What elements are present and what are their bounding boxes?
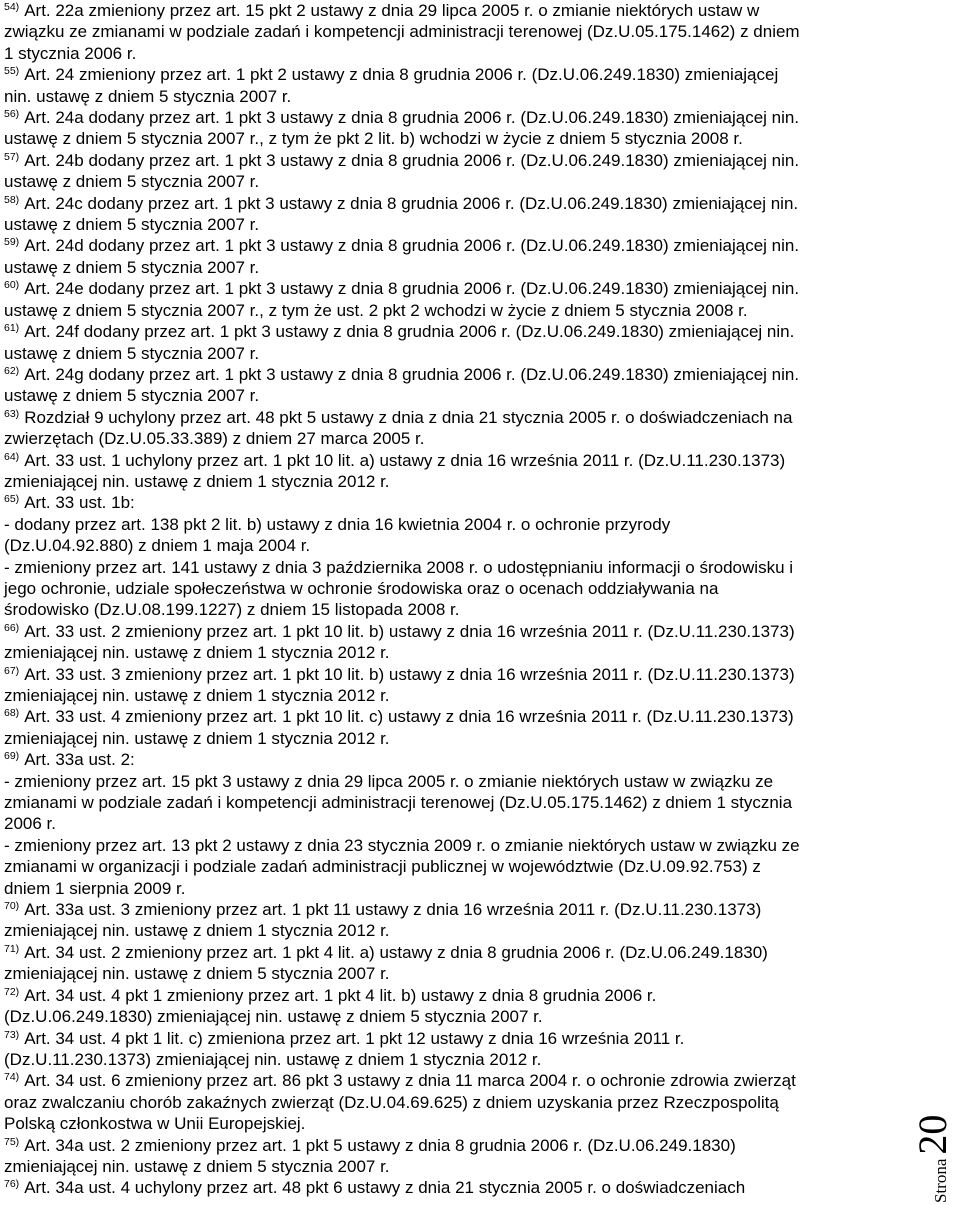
footnote-line bbox=[4, 535, 876, 556]
footnote-line bbox=[4, 128, 876, 149]
footnotes-list bbox=[4, 0, 876, 1199]
footnote-number: 70) bbox=[4, 900, 20, 913]
footnote-text: ustawę z dniem 5 stycznia 2007 r. bbox=[4, 172, 260, 192]
footnote-text: zmieniającej nin. ustawę z dniem 1 stycznia 2012 r. bbox=[4, 471, 390, 491]
footnote-line bbox=[4, 407, 876, 428]
footnote-line bbox=[4, 343, 876, 364]
footnote-line bbox=[4, 642, 876, 663]
footnote-text: Art. 24 zmieniony przez art. 1 pkt 2 ustawy z dnia 8 grudnia 2006 r. (Dz.U.06.249.1830) zmieniającej bbox=[24, 65, 779, 85]
footnote-text: 1 stycznia 2006 r. bbox=[4, 43, 137, 63]
footnote-line bbox=[4, 1113, 876, 1134]
footnote-number: 64) bbox=[4, 450, 20, 463]
footnote-number: 75) bbox=[4, 1135, 20, 1148]
footnote-number: 59) bbox=[4, 236, 20, 249]
footnote-text: dniem 1 sierpnia 2009 r. bbox=[4, 878, 186, 898]
footnote-text: oraz zwalczaniu chorób zakaźnych zwierząt (Dz.U.04.69.625) z dniem uzyskania przez Rzeczpospolitą bbox=[4, 1092, 779, 1112]
footnote-line bbox=[4, 107, 876, 128]
footnote bbox=[4, 664, 876, 707]
footnote-text: Art. 24d dodany przez art. 1 pkt 3 ustawy z dnia 8 grudnia 2006 r. (Dz.U.06.249.1830) zmieniającej nin. bbox=[24, 236, 800, 256]
footnote-text: zmieniającej nin. ustawę z dniem 1 stycznia 2012 r. bbox=[4, 728, 390, 748]
footnote bbox=[4, 235, 876, 278]
footnote bbox=[4, 899, 876, 942]
footnote-line bbox=[4, 64, 876, 85]
footnote-line bbox=[4, 321, 876, 342]
footnote-line bbox=[4, 428, 876, 449]
footnote-line bbox=[4, 214, 876, 235]
footnote-text: Art. 34 ust. 4 pkt 1 lit. c) zmieniona przez art. 1 pkt 12 ustawy z dnia 16 września 2011 r. bbox=[24, 1028, 685, 1048]
footnote bbox=[4, 64, 876, 107]
footnote-text: - zmieniony przez art. 15 pkt 3 ustawy z dnia 29 lipca 2005 r. o zmianie niektórych ustaw w związku ze bbox=[4, 771, 774, 791]
footnote-text: ustawę z dniem 5 stycznia 2007 r. bbox=[4, 215, 260, 235]
footnote-text: ustawę z dniem 5 stycznia 2007 r. bbox=[4, 386, 260, 406]
footnote-text: 2006 r. bbox=[4, 814, 56, 834]
footnote-line bbox=[4, 514, 876, 535]
footnote-line bbox=[4, 1049, 876, 1070]
footnote-line bbox=[4, 1092, 876, 1113]
footnote-line bbox=[4, 150, 876, 171]
footnote-line bbox=[4, 899, 876, 920]
footnote bbox=[4, 1135, 876, 1178]
page-number-marker bbox=[905, 1080, 960, 1205]
footnote-text: Art. 22a zmieniony przez art. 15 pkt 2 ustawy z dnia 29 lipca 2005 r. o zmianie niektórych ustaw w bbox=[24, 1, 760, 20]
footnote bbox=[4, 749, 876, 899]
footnote bbox=[4, 492, 876, 620]
footnote-line bbox=[4, 21, 876, 42]
footnote-text: (Dz.U.04.92.880) z dniem 1 maja 2004 r. bbox=[4, 536, 311, 556]
footnote-number: 61) bbox=[4, 322, 20, 335]
footnote bbox=[4, 450, 876, 493]
footnote-text: zmieniającej nin. ustawę z dniem 5 stycznia 2007 r. bbox=[4, 964, 390, 984]
footnote-text: Art. 33 ust. 4 zmieniony przez art. 1 pkt 10 lit. c) ustawy z dnia 16 września 2011 r. (Dz.U.11.230.1373) bbox=[24, 707, 794, 727]
footnote-text: środowisko (Dz.U.08.199.1227) z dniem 15 listopada 2008 r. bbox=[4, 600, 460, 620]
footnote-line bbox=[4, 963, 876, 984]
footnote bbox=[4, 407, 876, 450]
footnote-text: Art. 24f dodany przez art. 1 pkt 3 ustawy z dnia 8 grudnia 2006 r. (Dz.U.06.249.1830) zmieniającej nin. bbox=[24, 322, 795, 342]
footnote-text: zmieniającej nin. ustawę z dniem 1 stycznia 2012 r. bbox=[4, 921, 390, 941]
footnote-text: Art. 33 ust. 1b: bbox=[24, 493, 135, 513]
footnote-line bbox=[4, 300, 876, 321]
footnote-text: Art. 33a ust. 3 zmieniony przez art. 1 pkt 11 ustawy z dnia 16 września 2011 r. (Dz.U.11.230.1373) bbox=[24, 900, 762, 920]
footnote-text: zmianami w podziale zadań i kompetencji administracji terenowej (Dz.U.05.175.1462) z dniem 1 stycznia bbox=[4, 793, 793, 813]
footnote-text: Art. 24g dodany przez art. 1 pkt 3 ustawy z dnia 8 grudnia 2006 r. (Dz.U.06.249.1830) zmieniającej nin. bbox=[24, 364, 800, 384]
footnote-text: zmianami w organizacji i podziale zadań administracji publicznej w województwie (Dz.U.09.92.753) z bbox=[4, 857, 761, 877]
footnote bbox=[4, 364, 876, 407]
footnote-number: 76) bbox=[4, 1178, 20, 1191]
footnote-text: (Dz.U.11.230.1373) zmieniającej nin. ustawę z dniem 1 stycznia 2012 r. bbox=[4, 1049, 542, 1069]
footnote-line bbox=[4, 235, 876, 256]
footnote-line bbox=[4, 578, 876, 599]
footnote-line bbox=[4, 492, 876, 513]
footnote-number: 55) bbox=[4, 65, 20, 78]
footnote bbox=[4, 150, 876, 193]
footnote-number: 58) bbox=[4, 193, 20, 206]
footnote-line bbox=[4, 43, 876, 64]
footnote bbox=[4, 1070, 876, 1134]
footnote-text: Polską członkostwa w Unii Europejskiej. bbox=[4, 1114, 306, 1134]
footnote-line bbox=[4, 792, 876, 813]
footnote-line bbox=[4, 278, 876, 299]
footnote-number: 74) bbox=[4, 1071, 20, 1084]
footnote-text: Art. 34 ust. 4 pkt 1 zmieniony przez art. 1 pkt 4 lit. b) ustawy z dnia 8 grudnia 2006 r. bbox=[24, 985, 657, 1005]
footnote-number: 54) bbox=[4, 1, 20, 13]
footnote-number: 57) bbox=[4, 150, 20, 163]
footnote-text: (Dz.U.06.249.1830) zmieniającej nin. ustawę z dniem 5 stycznia 2007 r. bbox=[4, 1007, 543, 1027]
footnote-number: 67) bbox=[4, 664, 20, 677]
footnote bbox=[4, 1028, 876, 1071]
footnote-text: jego ochronie, udziale społeczeństwa w ochronie środowiska oraz o ocenach oddziaływania na bbox=[4, 578, 719, 598]
footnote-line bbox=[4, 685, 876, 706]
footnote bbox=[4, 0, 876, 64]
footnote-text: Art. 24b dodany przez art. 1 pkt 3 ustawy z dnia 8 grudnia 2006 r. (Dz.U.06.249.1830) zmieniającej nin. bbox=[24, 150, 800, 170]
footnote-line bbox=[4, 450, 876, 471]
footnote-text: - dodany przez art. 138 pkt 2 lit. b) ustawy z dnia 16 kwietnia 2004 r. o ochronie przyrody bbox=[4, 514, 671, 534]
footnote-line bbox=[4, 599, 876, 620]
footnote-text: - zmieniony przez art. 13 pkt 2 ustawy z dnia 23 stycznia 2009 r. o zmianie niektórych ustaw w związku ze bbox=[4, 835, 800, 855]
footnote-line bbox=[4, 749, 876, 770]
footnote-text: Art. 34 ust. 2 zmieniony przez art. 1 pkt 4 lit. a) ustawy z dnia 8 grudnia 2006 r. (Dz.U.06.249.1830) bbox=[24, 942, 768, 962]
footnote bbox=[4, 1177, 876, 1198]
footnote-line bbox=[4, 1028, 876, 1049]
footnote-line bbox=[4, 835, 876, 856]
footnote bbox=[4, 942, 876, 985]
footnote-line bbox=[4, 364, 876, 385]
footnote-line bbox=[4, 1006, 876, 1027]
footnote-line bbox=[4, 471, 876, 492]
footnote-number: 73) bbox=[4, 1028, 20, 1041]
footnote-text: zmieniającej nin. ustawę z dniem 5 stycznia 2007 r. bbox=[4, 1156, 390, 1176]
footnote-text: Art. 24a dodany przez art. 1 pkt 3 ustawy z dnia 8 grudnia 2006 r. (Dz.U.06.249.1830) zmieniającej nin. bbox=[24, 108, 800, 128]
footnote-number: 62) bbox=[4, 364, 20, 377]
footnote bbox=[4, 278, 876, 321]
footnote-number: 60) bbox=[4, 279, 20, 292]
footnote-text: ustawę z dniem 5 stycznia 2007 r. bbox=[4, 343, 260, 363]
footnote bbox=[4, 706, 876, 749]
footnote-line bbox=[4, 1070, 876, 1091]
footnote-line bbox=[4, 0, 876, 21]
footnote-line bbox=[4, 385, 876, 406]
footnote-line bbox=[4, 856, 876, 877]
footnote bbox=[4, 107, 876, 150]
footnote-text: Rozdział 9 uchylony przez art. 48 pkt 5 ustawy z dnia z dnia 21 stycznia 2005 r. o doświadczeniach na bbox=[24, 407, 793, 427]
footnote bbox=[4, 621, 876, 664]
footnote-number: 68) bbox=[4, 707, 20, 720]
footnote-line bbox=[4, 942, 876, 963]
footnote-line bbox=[4, 985, 876, 1006]
page-label: Strona bbox=[931, 1158, 950, 1203]
footnote-text: związku ze zmianami w podziale zadań i kompetencji administracji terenowej (Dz.U.05.175.1462) z dniem bbox=[4, 22, 800, 42]
footnote-text: Art. 34a ust. 4 uchylony przez art. 48 pkt 6 ustawy z dnia 21 stycznia 2005 r. o doświadczeniach bbox=[24, 1178, 746, 1198]
footnote-number: 56) bbox=[4, 108, 20, 121]
footnote-number: 66) bbox=[4, 621, 20, 634]
footnote-line bbox=[4, 1156, 876, 1177]
footnote-line bbox=[4, 621, 876, 642]
footnote-text: Art. 24e dodany przez art. 1 pkt 3 ustawy z dnia 8 grudnia 2006 r. (Dz.U.06.249.1830) zmieniającej nin. bbox=[24, 279, 800, 299]
footnote bbox=[4, 321, 876, 364]
footnote-text: Art. 34 ust. 6 zmieniony przez art. 86 pkt 3 ustawy z dnia 11 marca 2004 r. o ochronie zdrowia zwierząt bbox=[24, 1071, 796, 1091]
footnote-number: 65) bbox=[4, 493, 20, 506]
footnote-line bbox=[4, 257, 876, 278]
footnote-number: 63) bbox=[4, 407, 20, 420]
footnote-text: Art. 24c dodany przez art. 1 pkt 3 ustawy z dnia 8 grudnia 2006 r. (Dz.U.06.249.1830) zmieniającej nin. bbox=[24, 193, 799, 213]
footnote-line bbox=[4, 878, 876, 899]
footnote bbox=[4, 985, 876, 1028]
footnote-line bbox=[4, 664, 876, 685]
footnote-text: Art. 33a ust. 2: bbox=[24, 750, 135, 770]
footnote-number: 71) bbox=[4, 942, 20, 955]
footnote-text: - zmieniony przez art. 141 ustawy z dnia 3 października 2008 r. o udostępnianiu informacji o środowisku i bbox=[4, 557, 794, 577]
footnote-line bbox=[4, 771, 876, 792]
footnote-line bbox=[4, 1135, 876, 1156]
footnote-line bbox=[4, 1177, 876, 1198]
footnote-text: zwierzętach (Dz.U.05.33.389) z dniem 27 marca 2005 r. bbox=[4, 429, 425, 449]
footnote-text: Art. 34a ust. 2 zmieniony przez art. 1 pkt 5 ustawy z dnia 8 grudnia 2006 r. (Dz.U.06.249.1830) bbox=[24, 1135, 736, 1155]
footnote-line bbox=[4, 171, 876, 192]
footnote-text: ustawę z dniem 5 stycznia 2007 r. bbox=[4, 257, 260, 277]
footnote bbox=[4, 193, 876, 236]
footnote-line bbox=[4, 706, 876, 727]
footnote-text: nin. ustawę z dniem 5 stycznia 2007 r. bbox=[4, 86, 292, 106]
footnote-text: zmieniającej nin. ustawę z dniem 1 stycznia 2012 r. bbox=[4, 686, 390, 705]
footnote-text: Art. 33 ust. 2 zmieniony przez art. 1 pkt 10 lit. b) ustawy z dnia 16 września 2011 r. (Dz.U.11.230.1373) bbox=[24, 621, 795, 641]
footnote-line bbox=[4, 813, 876, 834]
page-number: 20 bbox=[910, 1114, 955, 1155]
footnote-line bbox=[4, 86, 876, 107]
footnote-text: Art. 33 ust. 3 zmieniony przez art. 1 pkt 10 lit. b) ustawy z dnia 16 września 2011 r. (Dz.U.11.230.1373) bbox=[24, 664, 795, 684]
footnote-text: zmieniającej nin. ustawę z dniem 1 stycznia 2012 r. bbox=[4, 643, 390, 663]
footnote-text: ustawę z dniem 5 stycznia 2007 r., z tym że pkt 2 lit. b) wchodzi w życie z dniem 5 stycznia 2008 r. bbox=[4, 129, 743, 149]
footnote-line bbox=[4, 557, 876, 578]
footnote-line bbox=[4, 728, 876, 749]
footnote-line bbox=[4, 920, 876, 941]
footnote-number: 72) bbox=[4, 985, 20, 998]
footnote-line bbox=[4, 193, 876, 214]
footnote-text: ustawę z dniem 5 stycznia 2007 r., z tym że ust. 2 pkt 2 wchodzi w życie z dniem 5 stycznia 2008 r. bbox=[4, 300, 748, 320]
footnote-number: 69) bbox=[4, 750, 20, 763]
footnote-text: Art. 33 ust. 1 uchylony przez art. 1 pkt 10 lit. a) ustawy z dnia 16 września 2011 r. (Dz.U.11.230.1373) bbox=[24, 450, 786, 470]
